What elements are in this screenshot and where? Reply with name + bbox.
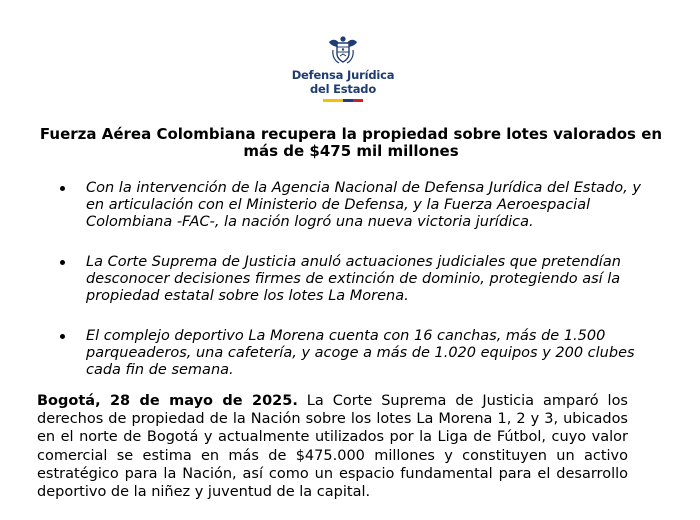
agency-logo [268,34,418,110]
logo-line-2: del Estado [309,82,377,96]
list-item [54,328,654,379]
body-paragraph [37,392,628,501]
dateline: Bogotá, 28 de mayo de 2025. [37,393,298,409]
body-text: La Corte Suprema de Justicia amparó los derechos de propiedad de la Nación sobre los lotes La Morena 1, 2 y 3, ubicados en el norte de Bogotá y actualmente utilizados por la Liga de Fútbol, cuyo valor comercial se estima en más de $475.000 millones y constituyen un activo estratégico para la Nación, así como un espacio fundamental para el desarrollo deportivo de la niñez y juventud de la capital. [37,393,628,501]
bullet-text: La Corte Suprema de Justicia anuló actuaciones judiciales que pretendían desconocer decisiones firmes de extinción de dominio, protegiendo así la propiedad estatal sobre los lotes La Morena. [86,254,621,304]
bullet-text: Con la intervención de la Agencia Nacional de Defensa Jurídica del Estado, y en articulación con el Ministerio de Defensa, y la Fuerza Aeroespacial Colombiana -FAC-, la nación logró una nueva victoria jurídica. [86,180,641,230]
bullet-icon [60,186,65,191]
bullet-text: El complejo deportivo La Morena cuenta con 16 canchas, más de 1.500 parqueaderos, una cafetería, y acoge a más de 1.020 equipos y 200 clubes cada fin de semana. [86,328,635,378]
colombia-coat-of-arms-icon [325,34,361,66]
bullet-icon [60,260,65,265]
bullet-icon [60,334,65,339]
list-item [54,180,654,231]
logo-line-1: Defensa Jurídica [291,68,395,82]
colombia-flag-stripe [323,99,363,102]
list-item [54,254,654,305]
highlights-list [54,180,654,402]
headline: Fuerza Aérea Colombiana recupera la propiedad sobre lotes valorados en más de $475 mil millones [39,125,663,160]
